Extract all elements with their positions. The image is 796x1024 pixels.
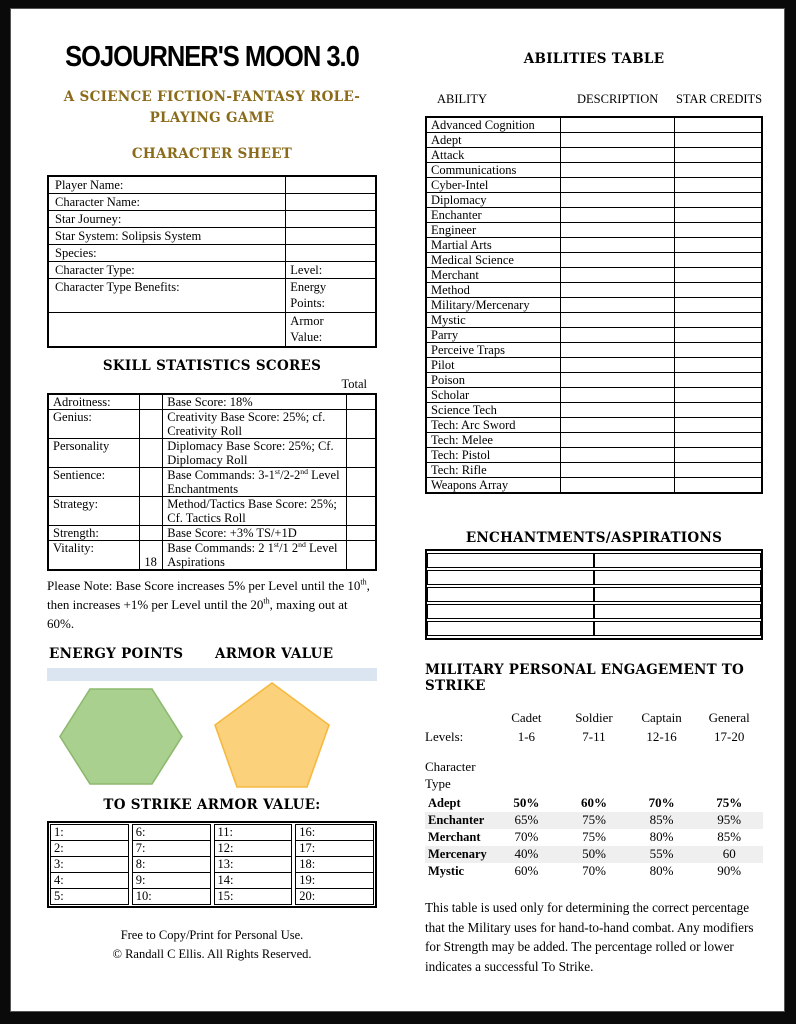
to-strike-column <box>132 824 211 905</box>
field-value <box>286 194 376 211</box>
ability-name: Diplomacy <box>426 193 560 208</box>
ability-credits-cell <box>675 463 762 478</box>
ability-name: Cyber-Intel <box>426 178 560 193</box>
skill-total-cell <box>346 525 376 540</box>
ability-description-cell <box>560 313 674 328</box>
ability-description-cell <box>560 117 674 133</box>
ability-credits-cell <box>675 478 762 494</box>
player-info-table <box>47 175 377 348</box>
skill-name: Strength: <box>48 525 140 540</box>
table-row <box>427 621 761 636</box>
table-row <box>51 824 129 840</box>
ability-credits-cell <box>675 418 762 433</box>
rank-header: Cadet <box>511 710 542 725</box>
gauge-shapes <box>47 681 377 794</box>
strike-cell: 2: <box>51 840 129 856</box>
skill-value-cell <box>140 409 163 438</box>
field-value <box>286 211 376 228</box>
ability-description-cell <box>560 163 674 178</box>
ability-description-cell <box>560 193 674 208</box>
ability-credits-cell <box>675 223 762 238</box>
rank-header: Captain <box>641 710 682 725</box>
table-row <box>48 176 376 194</box>
ability-description-cell <box>560 133 674 148</box>
strike-percentage: 85% <box>649 812 674 827</box>
table-row <box>214 840 292 856</box>
skill-value-cell <box>140 496 163 525</box>
ability-credits-cell <box>675 178 762 193</box>
enchantment-cell <box>594 553 761 568</box>
ability-name: Pilot <box>426 358 560 373</box>
strike-cell: 10: <box>132 888 210 904</box>
enchantment-cell <box>427 570 594 585</box>
military-strike-table <box>425 795 763 880</box>
table-row <box>48 245 376 262</box>
field-label: Character Type: <box>48 262 286 279</box>
strike-percentage: 80% <box>649 863 674 878</box>
column-header-star-credits: STAR CREDITS <box>675 92 763 106</box>
ability-name: Communications <box>426 163 560 178</box>
enchantment-cell <box>427 553 594 568</box>
ability-name: Enchanter <box>426 208 560 223</box>
strike-cell: 15: <box>214 888 292 904</box>
ability-description-cell <box>560 283 674 298</box>
table-row <box>48 525 376 540</box>
ability-credits-cell <box>675 148 762 163</box>
table-row <box>48 409 376 438</box>
skill-description: Base Score: +3% TS/+1D <box>163 525 347 540</box>
table-row <box>132 840 210 856</box>
table-row <box>132 888 210 904</box>
ability-credits-cell <box>675 133 762 148</box>
ability-name: Tech: Rifle <box>426 463 560 478</box>
field-label: Star System: Solipsis System <box>48 228 286 245</box>
strike-cell: 19: <box>296 872 374 888</box>
page-title: SOJOURNER'S MOON 3.0 <box>65 39 359 73</box>
ability-credits-cell <box>675 448 762 463</box>
table-row <box>426 133 762 148</box>
strike-cell: 12: <box>214 840 292 856</box>
ability-name: Martial Arts <box>426 238 560 253</box>
subtitle: A SCIENCE FICTION-FANTASY ROLE-PLAYING GAME <box>63 89 361 126</box>
ability-name: Science Tech <box>426 403 560 418</box>
table-row <box>426 298 762 313</box>
ability-name: Tech: Pistol <box>426 448 560 463</box>
field-value <box>286 245 376 262</box>
table-row <box>426 223 762 238</box>
ability-credits-cell <box>675 238 762 253</box>
table-row <box>426 358 762 373</box>
table-row <box>132 872 210 888</box>
footer-line: Free to Copy/Print for Personal Use. <box>120 927 304 942</box>
energy-points-hexagon <box>59 688 183 786</box>
table-row <box>426 418 762 433</box>
skill-total-cell <box>346 438 376 467</box>
right-column <box>425 9 763 976</box>
table-row <box>426 403 762 418</box>
strike-cell: 4: <box>51 872 129 888</box>
skill-total-cell <box>346 496 376 525</box>
rank-header: General <box>708 710 750 725</box>
character-sheet-heading: CHARACTER SHEET <box>131 146 293 162</box>
table-row <box>426 178 762 193</box>
strike-cell: 17: <box>296 840 374 856</box>
footer <box>47 926 377 964</box>
strike-percentage: 70% <box>514 829 539 844</box>
table-row <box>296 824 374 840</box>
character-type-name: Mercenary <box>428 847 487 861</box>
table-row <box>426 148 762 163</box>
field-label: Character Type Benefits: <box>48 279 286 313</box>
table-row <box>427 553 761 568</box>
ability-credits-cell <box>675 373 762 388</box>
abilities-column-headers <box>425 91 763 107</box>
table-row <box>214 888 292 904</box>
ability-credits-cell <box>675 388 762 403</box>
ability-description-cell <box>560 448 674 463</box>
table-row <box>426 117 762 133</box>
ability-credits-cell <box>675 433 762 448</box>
strike-cell: 20: <box>296 888 374 904</box>
ability-credits-cell <box>675 328 762 343</box>
table-row <box>426 388 762 403</box>
ability-name: Perceive Traps <box>426 343 560 358</box>
skill-description: Base Score: 18% <box>163 394 347 410</box>
ability-description-cell <box>560 253 674 268</box>
table-row <box>425 846 763 863</box>
field-value: Armor Value: <box>286 313 376 347</box>
table-row <box>425 812 763 829</box>
field-value: Energy Points: <box>286 279 376 313</box>
ability-name: Engineer <box>426 223 560 238</box>
field-value <box>286 228 376 245</box>
ability-description-cell <box>560 373 674 388</box>
enchantments-table <box>425 549 763 640</box>
enchantments-heading: ENCHANTMENTS/ASPIRATIONS <box>465 530 723 546</box>
ability-name: Poison <box>426 373 560 388</box>
enchantment-cell <box>594 621 761 636</box>
skill-description: Creativity Base Score: 25%; cf. Creativity Roll <box>163 409 347 438</box>
strike-cell: 9: <box>132 872 210 888</box>
skill-total-cell <box>346 394 376 410</box>
strike-percentage: 65% <box>514 812 539 827</box>
skill-name: Adroitness: <box>48 394 140 410</box>
enchantment-cell <box>594 604 761 619</box>
to-strike-column <box>50 824 129 905</box>
ability-name: Tech: Arc Sword <box>426 418 560 433</box>
ability-name: Tech: Melee <box>426 433 560 448</box>
strike-cell: 5: <box>51 888 129 904</box>
to-strike-column <box>214 824 293 905</box>
table-row <box>51 888 129 904</box>
table-row <box>425 829 763 846</box>
military-note: This table is used only for determining the correct percentage that the Military uses for hand-to-hand combat. Any modifiers for Strength may be added. The percentage rolled or lower indicates a successful To Strike. <box>425 900 754 974</box>
ability-credits-cell <box>675 208 762 223</box>
table-row <box>51 856 129 872</box>
ability-description-cell <box>560 148 674 163</box>
strike-percentage: 55% <box>649 846 674 861</box>
ability-name: Mystic <box>426 313 560 328</box>
strike-cell: 18: <box>296 856 374 872</box>
table-row <box>214 872 292 888</box>
energy-armor-bar <box>47 668 377 681</box>
table-row <box>51 872 129 888</box>
ability-name: Parry <box>426 328 560 343</box>
strike-percentage: 50% <box>513 795 540 810</box>
skill-total-cell <box>346 409 376 438</box>
ability-name: Scholar <box>426 388 560 403</box>
strike-cell: 13: <box>214 856 292 872</box>
table-row <box>425 710 763 729</box>
table-row <box>427 570 761 585</box>
character-type-name: Adept <box>428 796 461 810</box>
table-row <box>51 840 129 856</box>
enchantment-cell <box>427 587 594 602</box>
ability-credits-cell <box>675 268 762 283</box>
table-row <box>48 262 376 279</box>
skill-value-cell <box>140 467 163 496</box>
skill-value-cell <box>140 525 163 540</box>
table-row <box>48 194 376 211</box>
ability-credits-cell <box>675 193 762 208</box>
skill-statistics-table <box>47 393 377 571</box>
strike-percentage: 70% <box>648 795 675 810</box>
strike-percentage: 40% <box>514 846 539 861</box>
skill-statistics-heading: SKILL STATISTICS SCORES <box>102 357 322 374</box>
ability-name: Medical Science <box>426 253 560 268</box>
abilities-table-heading: ABILITIES TABLE <box>523 51 665 67</box>
enchantment-cell <box>594 570 761 585</box>
level-range: 17-20 <box>714 729 745 744</box>
skill-value-cell: 18 <box>140 540 163 570</box>
table-row <box>48 467 376 496</box>
ability-credits-cell <box>675 358 762 373</box>
ability-description-cell <box>560 358 674 373</box>
strike-percentage: 95% <box>717 812 742 827</box>
strike-cell: 11: <box>214 824 292 840</box>
field-label: Player Name: <box>48 176 286 194</box>
skill-description: Base Commands: 3-1st/2-2nd Level Enchantments <box>163 467 347 496</box>
table-row <box>426 253 762 268</box>
skill-description: Diplomacy Base Score: 25%; Cf. Diplomacy Roll <box>163 438 347 467</box>
ability-credits-cell <box>675 313 762 328</box>
level-range: 12-16 <box>646 729 677 744</box>
skill-name: Vitality: <box>48 540 140 570</box>
left-column <box>47 9 377 964</box>
ability-description-cell <box>560 433 674 448</box>
table-row <box>426 163 762 178</box>
table-row <box>426 433 762 448</box>
ability-name: Advanced Cognition <box>426 117 560 133</box>
ability-description-cell <box>560 223 674 238</box>
table-row <box>426 193 762 208</box>
table-row <box>426 373 762 388</box>
strike-percentage: 50% <box>582 846 606 861</box>
military-heading: MILITARY PERSONAL ENGAGEMENT TO STRIKE <box>425 662 744 694</box>
table-row <box>296 840 374 856</box>
table-row <box>426 208 762 223</box>
level-range: 1-6 <box>517 729 536 744</box>
military-ranks-header <box>425 710 763 748</box>
table-row <box>426 463 762 478</box>
table-row <box>427 604 761 619</box>
strike-percentage: 90% <box>717 863 742 878</box>
table-row <box>426 478 762 494</box>
character-type-name: Mystic <box>428 864 465 878</box>
ability-description-cell <box>560 343 674 358</box>
total-column-label: Total <box>341 376 367 391</box>
to-strike-column <box>295 824 374 905</box>
table-row <box>296 872 374 888</box>
table-row <box>426 343 762 358</box>
enchantment-cell <box>594 587 761 602</box>
ability-name: Merchant <box>426 268 560 283</box>
level-range: 7-11 <box>582 729 606 744</box>
skill-value-cell <box>140 394 163 410</box>
table-row <box>48 496 376 525</box>
strike-cell: 6: <box>132 824 210 840</box>
ability-description-cell <box>560 238 674 253</box>
table-row <box>48 211 376 228</box>
table-row <box>426 328 762 343</box>
character-type-name: Merchant <box>428 830 481 844</box>
ability-description-cell <box>560 268 674 283</box>
strike-cell: 3: <box>51 856 129 872</box>
strike-cell: 7: <box>132 840 210 856</box>
strike-percentage: 75% <box>582 812 606 827</box>
rank-header: Soldier <box>575 710 613 725</box>
ability-description-cell <box>560 178 674 193</box>
ability-description-cell <box>560 403 674 418</box>
armor-value-pentagon <box>213 682 331 789</box>
ability-credits-cell <box>675 163 762 178</box>
ability-description-cell <box>560 478 674 494</box>
gauge-headings <box>47 646 377 663</box>
strike-percentage: 85% <box>717 829 742 844</box>
base-score-note: Please Note: Base Score increases 5% per Level until the 10th, then increases +1% per Level until the 20th, maxing out at 60%. <box>47 577 370 631</box>
empty-cell <box>425 710 493 729</box>
strike-percentage: 60 <box>722 846 736 861</box>
strike-cell: 1: <box>51 824 129 840</box>
ability-description-cell <box>560 328 674 343</box>
table-row <box>426 283 762 298</box>
table-row <box>132 856 210 872</box>
table-row <box>426 268 762 283</box>
abilities-table <box>425 116 763 494</box>
table-row <box>214 856 292 872</box>
ability-description-cell <box>560 463 674 478</box>
energy-points-heading: ENERGY POINTS <box>49 645 184 662</box>
skill-description: Method/Tactics Base Score: 25%; Cf. Tactics Roll <box>163 496 347 525</box>
ability-name: Military/Mercenary <box>426 298 560 313</box>
table-row <box>425 863 763 880</box>
column-header-description: DESCRIPTION <box>577 92 659 106</box>
column-header-ability: ABILITY <box>437 92 487 106</box>
table-row <box>425 729 763 748</box>
table-row <box>214 824 292 840</box>
character-type-name: Enchanter <box>428 813 485 827</box>
ability-credits-cell <box>675 298 762 313</box>
ability-name: Adept <box>426 133 560 148</box>
strike-percentage: 75% <box>582 829 606 844</box>
ability-description-cell <box>560 388 674 403</box>
to-strike-table <box>47 821 377 908</box>
table-row <box>48 438 376 467</box>
strike-percentage: 60% <box>580 795 607 810</box>
to-strike-heading: TO STRIKE ARMOR VALUE: <box>103 796 321 813</box>
ability-name: Attack <box>426 148 560 163</box>
table-row <box>48 394 376 410</box>
skill-total-cell <box>346 467 376 496</box>
ability-credits-cell <box>675 403 762 418</box>
skill-name: Strategy: <box>48 496 140 525</box>
ability-name: Weapons Array <box>426 478 560 494</box>
field-value: Level: <box>286 262 376 279</box>
field-label: Character Name: <box>48 194 286 211</box>
skill-name: Personality <box>48 438 140 467</box>
table-row <box>426 448 762 463</box>
field-label <box>48 313 286 347</box>
strike-cell: 14: <box>214 872 292 888</box>
table-row <box>426 313 762 328</box>
table-row <box>48 540 376 570</box>
table-row <box>296 888 374 904</box>
enchantment-cell <box>427 621 594 636</box>
table-row <box>48 279 376 313</box>
skill-description: Base Commands: 2 1st/1 2nd Level Aspirations <box>163 540 347 570</box>
strike-cell: 16: <box>296 824 374 840</box>
strike-percentage: 75% <box>716 795 743 810</box>
skill-name: Sentience: <box>48 467 140 496</box>
field-value <box>286 176 376 194</box>
ability-credits-cell <box>675 283 762 298</box>
ability-credits-cell <box>675 117 762 133</box>
ability-description-cell <box>560 418 674 433</box>
skill-name: Genius: <box>48 409 140 438</box>
ability-name: Method <box>426 283 560 298</box>
strike-cell: 8: <box>132 856 210 872</box>
levels-label: Levels: <box>425 729 464 744</box>
enchantment-cell <box>427 604 594 619</box>
ability-credits-cell <box>675 253 762 268</box>
table-row <box>427 587 761 602</box>
document-page <box>10 8 785 1012</box>
character-type-label: Character Type <box>425 759 476 791</box>
strike-percentage: 60% <box>514 863 539 878</box>
table-row <box>132 824 210 840</box>
table-row <box>48 228 376 245</box>
ability-description-cell <box>560 208 674 223</box>
footer-copyright: © Randall C Ellis. All Rights Reserved. <box>112 946 312 961</box>
skill-value-cell <box>140 438 163 467</box>
table-row <box>426 238 762 253</box>
field-label: Species: <box>48 245 286 262</box>
skill-total-cell <box>346 540 376 570</box>
field-label: Star Journey: <box>48 211 286 228</box>
table-row <box>48 313 376 347</box>
table-row <box>296 856 374 872</box>
armor-value-heading: ARMOR VALUE <box>215 645 334 662</box>
ability-credits-cell <box>675 343 762 358</box>
ability-description-cell <box>560 298 674 313</box>
strike-percentage: 80% <box>649 829 674 844</box>
table-row <box>425 795 763 812</box>
strike-percentage: 70% <box>582 863 606 878</box>
